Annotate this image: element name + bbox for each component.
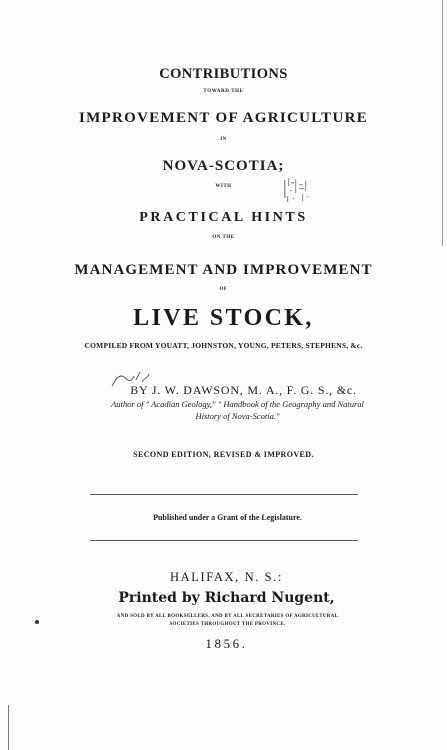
author-works-line-1: Author of " Acadian Geology," " Handbook of the Geography and Natural (111, 399, 364, 409)
edition-statement: SECOND EDITION, REVISED & IMPROVED. (133, 450, 314, 459)
imprint-year: 1856. (205, 636, 248, 651)
title-toward: TOWARD THE (203, 89, 244, 94)
sold-by-line-1: AND SOLD BY ALL BOOKSELLERS, AND BY ALL SECRETARIES OF AGRICULTURAL (116, 614, 339, 619)
title-with: WITH (215, 184, 232, 189)
title-nova-scotia: NOVA-SCOTIA; (162, 158, 285, 174)
title-improvement: IMPROVEMENT OF AGRICULTURE (78, 110, 369, 126)
imprint-place: HALIFAX, N. S.: (169, 570, 283, 584)
author-works-line-2: History of Nova-Scotia." (195, 411, 280, 421)
grant-statement: Published under a Grant of the Legislature. (153, 513, 302, 522)
divider-rule-bottom (90, 540, 358, 541)
author-line: BY J. W. DAWSON, M. A., F. G. S., &c. (130, 383, 357, 397)
title-in: IN (220, 137, 227, 142)
divider-rule-top (90, 494, 358, 495)
sold-by-line-2: SOCIETIES THROUGHOUT THE PROVINCE. (169, 622, 286, 627)
title-contributions: CONTRIBUTIONS (159, 66, 288, 82)
title-on-the: ON THE (212, 235, 235, 240)
library-stamp-icon (281, 176, 313, 206)
title-live-stock: LIVE STOCK, (133, 305, 314, 331)
compiled-from: COMPILED FROM YOUATT, JOHNSTON, YOUNG, PETERS, STEPHENS, &c. (84, 341, 363, 350)
title-of: OF (219, 287, 228, 292)
imprint-printer: Printed by Richard Nugent, (118, 590, 335, 606)
page-edge-line-bottom (8, 705, 9, 750)
title-practical-hints: PRACTICAL HINTS (139, 210, 308, 225)
title-management: MANAGEMENT AND IMPROVEMENT (74, 262, 373, 278)
